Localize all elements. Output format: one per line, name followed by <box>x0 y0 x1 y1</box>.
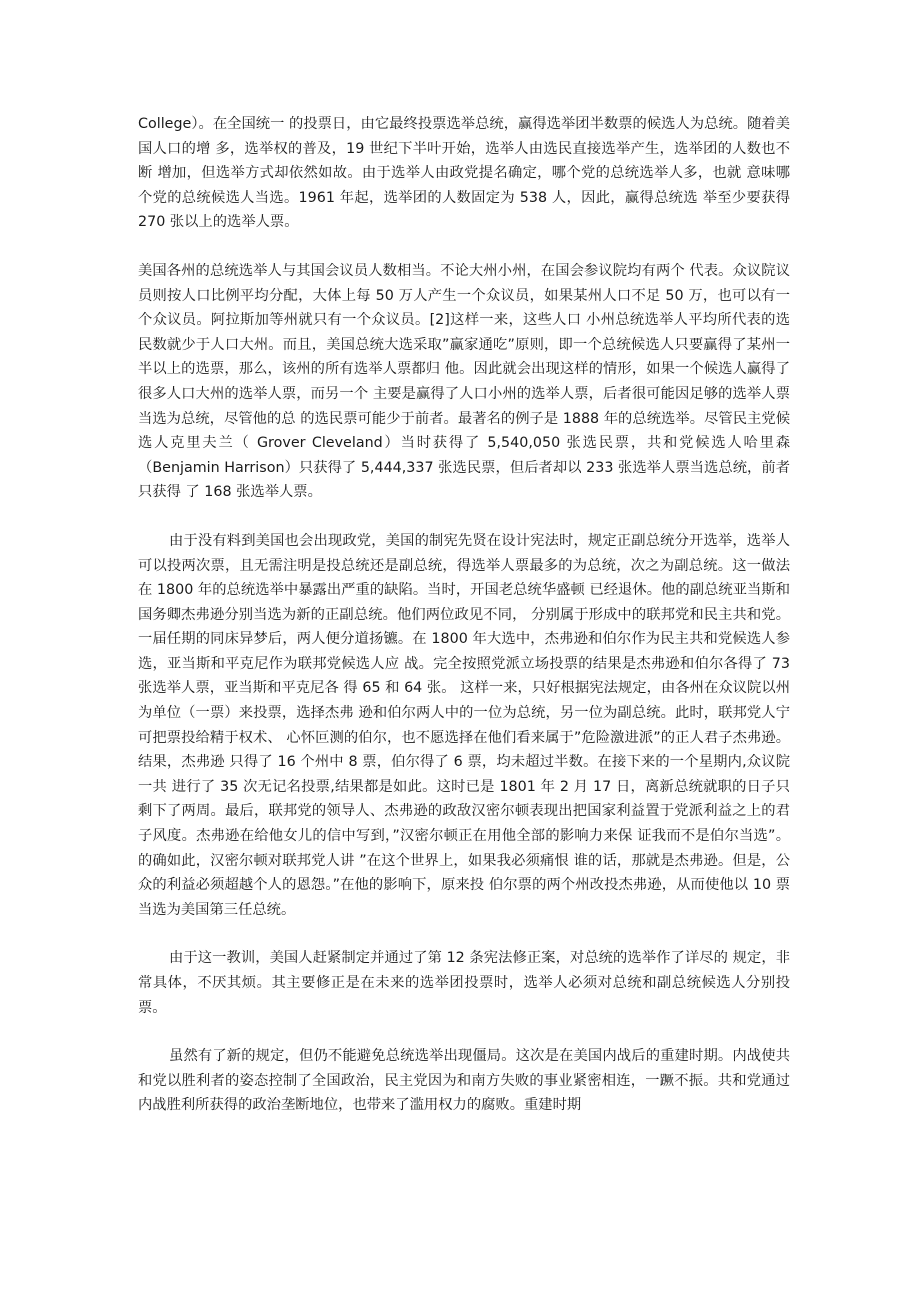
paragraph-12th-amendment: 由于这一教训，美国人赶紧制定并通过了第 12 条宪法修正案，对总统的选举作了详尽的 规定，非常具体，不厌其烦。其主要修正是在未来的选举团投票时，选举人必须对总统和副总统候选人分别投票。 <box>138 950 790 1016</box>
document-page <box>138 112 790 1118</box>
paragraph-electoral-college: College）。在全国统一 的投票日，由它最终投票选举总统，赢得选举团半数票的候选人为总统。随着美国人口的增 多，选举权的普及，19 世纪下半叶开始，选举人由选民直接选举产生，选举团的人数也不断 增加，但选举方式却依然如故。由于选举人由政党提名确定，哪个党的总统选举人多，也就 意味哪个党的总统候选人当选。1961 年起，选举团的人数固定为 538 人，因此，赢得总统选 举至少要获得 270 张以上的选举人票。 <box>138 116 790 231</box>
paragraph-electors-apportionment: 美国各州的总统选举人与其国会议员人数相当。不论大州小州，在国会参议院均有两个 代表。众议院议员则按人口比例平均分配，大体上每 50 万人产生一个众议员，如果某州人口不足 50 万，也可以有一个众议员。阿拉斯加等州就只有一个众议员。[2]这样一来，这些人口 小州总统选举人平均所代表的选民数就少于人口大州。而且，美国总统大选采取”赢家通吃”原则，即一个总统候选人只要赢得了某州一半以上的选票，那么，该州的所有选举人票都归 他。因此就会出现这样的情形，如果一个候选人赢得了很多人口大州的选举人票，而另一个 主要是赢得了人口小州的选举人票，后者很可能因足够的选举人票当选为总统，尽管他的总 的选民票可能少于前者。最著名的例子是 1888 年的总统选举。尽管民主党候选人克里夫兰（ Grover Cleveland）当时获得了 5,540,050 张选民票，共和党候选人哈里森（Benjamin Harrison）只获得了 5,444,337 张选民票，但后者却以 233 张选举人票当选总统，前者只获得 了 168 张选举人票。 <box>138 262 790 501</box>
paragraph-1800-election: 由于没有料到美国也会出现政党，美国的制宪先贤在设计宪法时，规定正副总统分开选举，选举人可以投两次票，且无需注明是投总统还是副总统，得选举人票最多的为总统，次之为副总统。这一做法在 1800 年的总统选举中暴露出严重的缺陷。当时，开国老总统华盛顿 已经退休。他的副总统亚当斯和国务卿杰弗逊分别当选为新的正副总统。他们两位政见不同， 分别属于形成中的联邦党和民主共和党。一届任期的同床异梦后，两人便分道扬镳。在 1800 年大选中，杰弗逊和伯尔作为民主共和党候选人参选，亚当斯和平克尼作为联邦党候选人应 战。完全按照党派立场投票的结果是杰弗逊和伯尔各得了 73 张选举人票，亚当斯和平克尼各 得 65 和 64 张。 这样一来，只好根据宪法规定，由各州在众议院以州为单位（一票）来投票，选择杰弗 逊和伯尔两人中的一位为总统，另一位为副总统。此时，联邦党人宁可把票投给精于权术、 心怀叵测的伯尔，也不愿选择在他们看来属于”危险激进派”的正人君子杰弗逊。结果，杰弗逊 只得了 16 个州中 8 票，伯尔得了 6 票，均未超过半数。在接下来的一个星期内,众议院一共 进行了 35 次无记名投票,结果都是如此。这时已是 1801 年 2 月 17 日，离新总统就职的日子只剩下了两周。最后，联邦党的领导人、杰弗逊的政敌汉密尔顿表现出把国家利益置于党派利益之上的君子风度。杰弗逊在给他女儿的信中写到，”汉密尔顿正在用他全部的影响力来保 证我而不是伯尔当选”。的确如此，汉密尔顿对联邦党人讲 ”在这个世界上，如果我必须痛恨 谁的话，那就是杰弗逊。但是，公众的利益必须超越个人的恩怨。”在他的影响下，原来投 伯尔票的两个州改投杰弗逊，从而使他以 10 票当选为美国第三任总统。 <box>138 532 790 918</box>
paragraph-reconstruction: 虽然有了新的规定，但仍不能避免总统选举出现僵局。这次是在美国内战后的重建时期。内战使共和党以胜利者的姿态控制了全国政治，民主党因为和南方失败的事业紧密相连，一蹶不振。共和党通过内战胜利所获得的政治垄断地位，也带来了滥用权力的腐败。重建时期 <box>138 1048 790 1114</box>
